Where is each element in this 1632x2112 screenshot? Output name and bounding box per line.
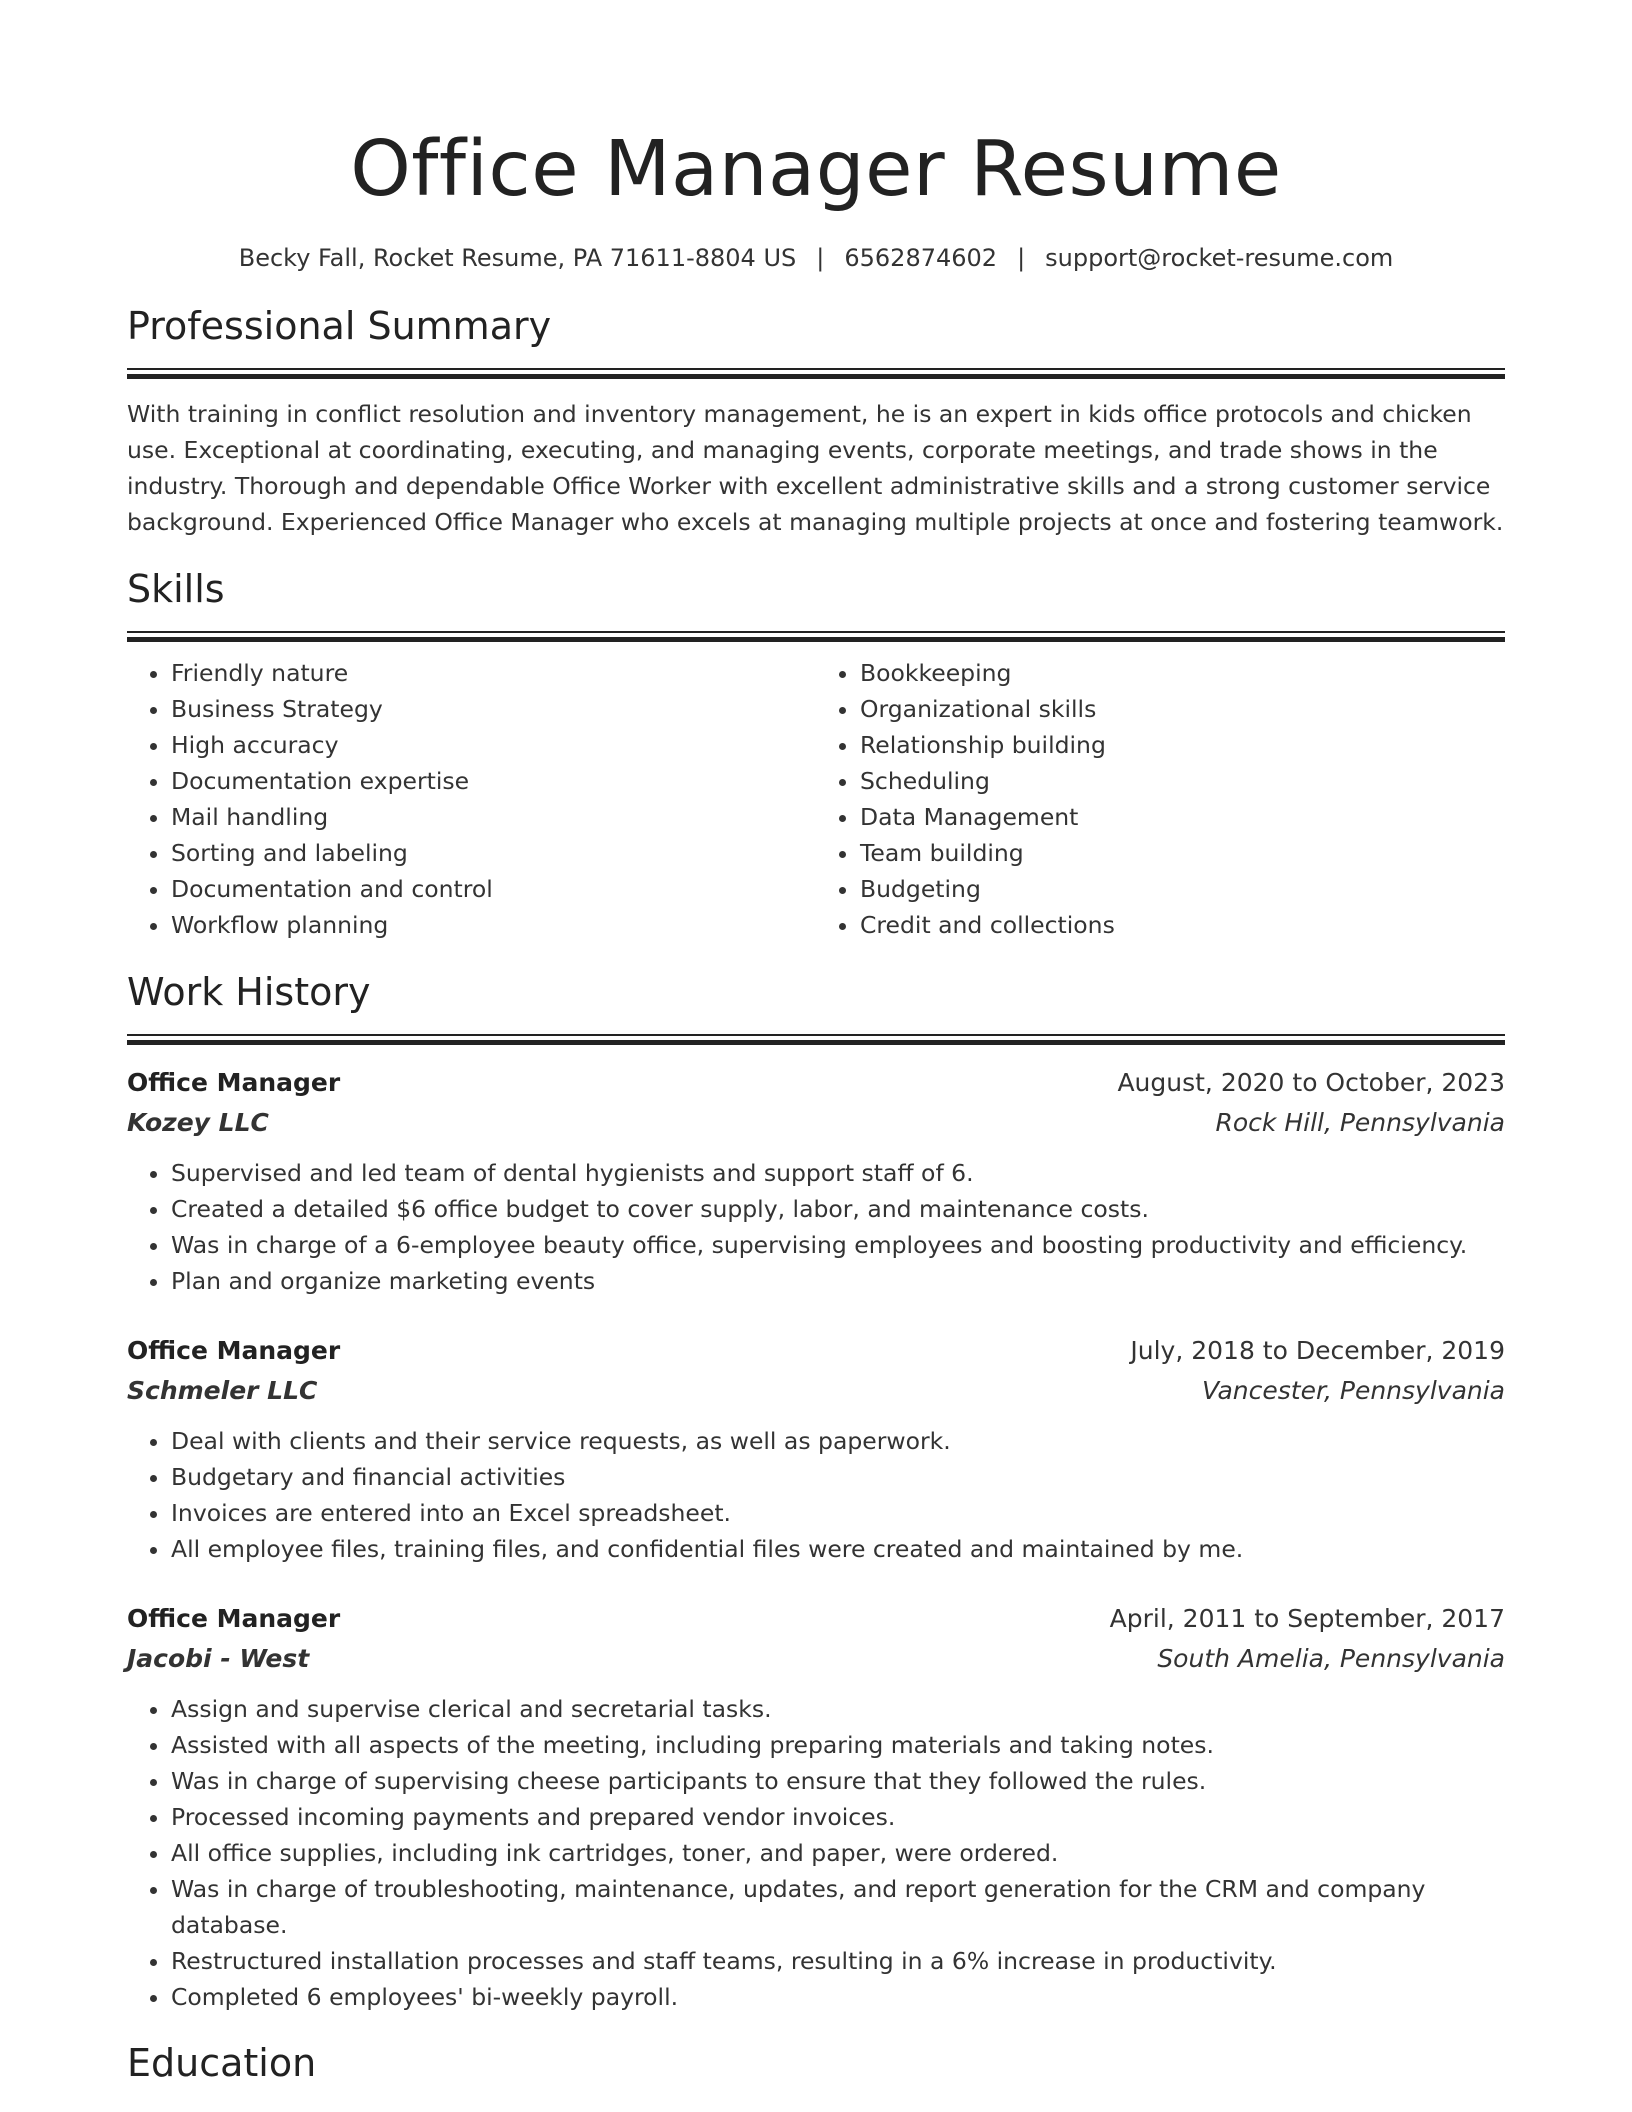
job-entry <box>127 1599 1505 2015</box>
job-company: Jacobi - West <box>127 1644 310 1673</box>
duty-item: • Budgetary and financial activities <box>171 1459 1505 1495</box>
job-dates: July, 2018 to December, 2019 <box>1130 1336 1505 1365</box>
skill-item: • Team building <box>860 835 1505 871</box>
job-company-row <box>127 1103 1505 1143</box>
section-heading-summary: Professional Summary <box>127 304 552 348</box>
job-duties <box>127 1155 1505 1299</box>
skill-item: • Scheduling <box>860 763 1505 799</box>
job-duties <box>127 1423 1505 1567</box>
section-rule <box>127 631 1505 642</box>
duty-item: • Processed incoming payments and prepared vendor invoices. <box>171 1799 1505 1835</box>
section-rule <box>127 368 1505 379</box>
duty-item: • Was in charge of a 6-employee beauty office, supervising employees and boosting productivity and efficiency. <box>171 1227 1505 1263</box>
job-location: Vancester, Pennsylvania <box>1201 1376 1505 1405</box>
skill-item: • High accuracy <box>171 727 816 763</box>
skills-section <box>127 565 1505 943</box>
contact-separator: | <box>1017 244 1026 272</box>
job-company: Schmeler LLC <box>127 1376 318 1405</box>
skill-item: • Organizational skills <box>860 691 1505 727</box>
contact-address: Becky Fall, Rocket Resume, PA 71611-8804 US <box>238 244 797 272</box>
work-history-section <box>127 968 1505 2015</box>
job-company-row <box>127 1639 1505 1679</box>
skills-list-right <box>816 655 1505 943</box>
skills-columns <box>127 655 1505 943</box>
job-company: Kozey LLC <box>127 1108 269 1137</box>
duty-item: • Created a detailed $6 office budget to cover supply, labor, and maintenance costs. <box>171 1191 1505 1227</box>
job-header-row <box>127 1063 1505 1103</box>
skills-list-left <box>127 655 816 943</box>
skill-item: • Data Management <box>860 799 1505 835</box>
job-title: Office Manager <box>127 1604 341 1633</box>
contact-separator: | <box>816 244 825 272</box>
job-entry <box>127 1331 1505 1567</box>
skill-item: • Credit and collections <box>860 907 1505 943</box>
skill-item: • Budgeting <box>860 871 1505 907</box>
duty-item: • All office supplies, including ink cartridges, toner, and paper, were ordered. <box>171 1835 1505 1871</box>
contact-email: support@rocket-resume.com <box>1045 244 1394 272</box>
duty-item: • Plan and organize marketing events <box>171 1263 1505 1299</box>
education-section <box>127 2039 1505 2087</box>
duty-item: • Was in charge of troubleshooting, maintenance, updates, and report generation for the CRM and company database. <box>171 1871 1505 1943</box>
job-header-row <box>127 1599 1505 1639</box>
skill-item: • Friendly nature <box>171 655 816 691</box>
duty-item: • Restructured installation processes and staff teams, resulting in a 6% increase in productivity. <box>171 1943 1505 1979</box>
job-title: Office Manager <box>127 1068 341 1097</box>
skill-item: • Mail handling <box>171 799 816 835</box>
duty-item: • Completed 6 employees' bi-weekly payroll. <box>171 1979 1505 2015</box>
skill-item: • Sorting and labeling <box>171 835 816 871</box>
contact-line <box>127 242 1505 274</box>
skill-item: • Documentation and control <box>171 871 816 907</box>
job-entry <box>127 1063 1505 1299</box>
section-heading-education: Education <box>127 2041 317 2085</box>
duty-item: • All employee files, training files, and confidential files were created and maintained by me. <box>171 1531 1505 1567</box>
summary-text: With training in conflict resolution and inventory management, he is an expert in kids office protocols and chicken use. Exceptional at coordinating, executing, and managing events, corporate meetings, and trade shows in the industry. Thorough and dependable Office Worker with excellent administrative skills and a strong customer service background. Experienced Office Manager who excels at managing multiple projects at once and fostering teamwork. <box>127 400 1504 536</box>
job-duties <box>127 1691 1505 2015</box>
duty-item: • Invoices are entered into an Excel spreadsheet. <box>171 1495 1505 1531</box>
resume-title: Office Manager Resume <box>350 125 1282 214</box>
duty-item: • Supervised and led team of dental hygienists and support staff of 6. <box>171 1155 1505 1191</box>
job-location: South Amelia, Pennsylvania <box>1157 1644 1505 1673</box>
section-heading-skills: Skills <box>127 567 225 611</box>
job-location: Rock Hill, Pennsylvania <box>1215 1108 1505 1137</box>
job-dates: August, 2020 to October, 2023 <box>1117 1068 1505 1097</box>
job-dates: April, 2011 to September, 2017 <box>1109 1604 1505 1633</box>
skill-item: • Business Strategy <box>171 691 816 727</box>
job-header-row <box>127 1331 1505 1371</box>
duty-item: • Was in charge of supervising cheese participants to ensure that they followed the rules. <box>171 1763 1505 1799</box>
job-company-row <box>127 1371 1505 1411</box>
section-heading-work-history: Work History <box>127 970 371 1014</box>
job-title: Office Manager <box>127 1336 341 1365</box>
section-rule <box>127 1034 1505 1045</box>
summary-section <box>127 302 1505 540</box>
skill-item: • Documentation expertise <box>171 763 816 799</box>
skill-item: • Relationship building <box>860 727 1505 763</box>
contact-phone: 6562874602 <box>844 244 998 272</box>
duty-item: • Deal with clients and their service requests, as well as paperwork. <box>171 1423 1505 1459</box>
duty-item: • Assisted with all aspects of the meeting, including preparing materials and taking notes. <box>171 1727 1505 1763</box>
skill-item: • Workflow planning <box>171 907 816 943</box>
duty-item: • Assign and supervise clerical and secretarial tasks. <box>171 1691 1505 1727</box>
skill-item: • Bookkeeping <box>860 655 1505 691</box>
